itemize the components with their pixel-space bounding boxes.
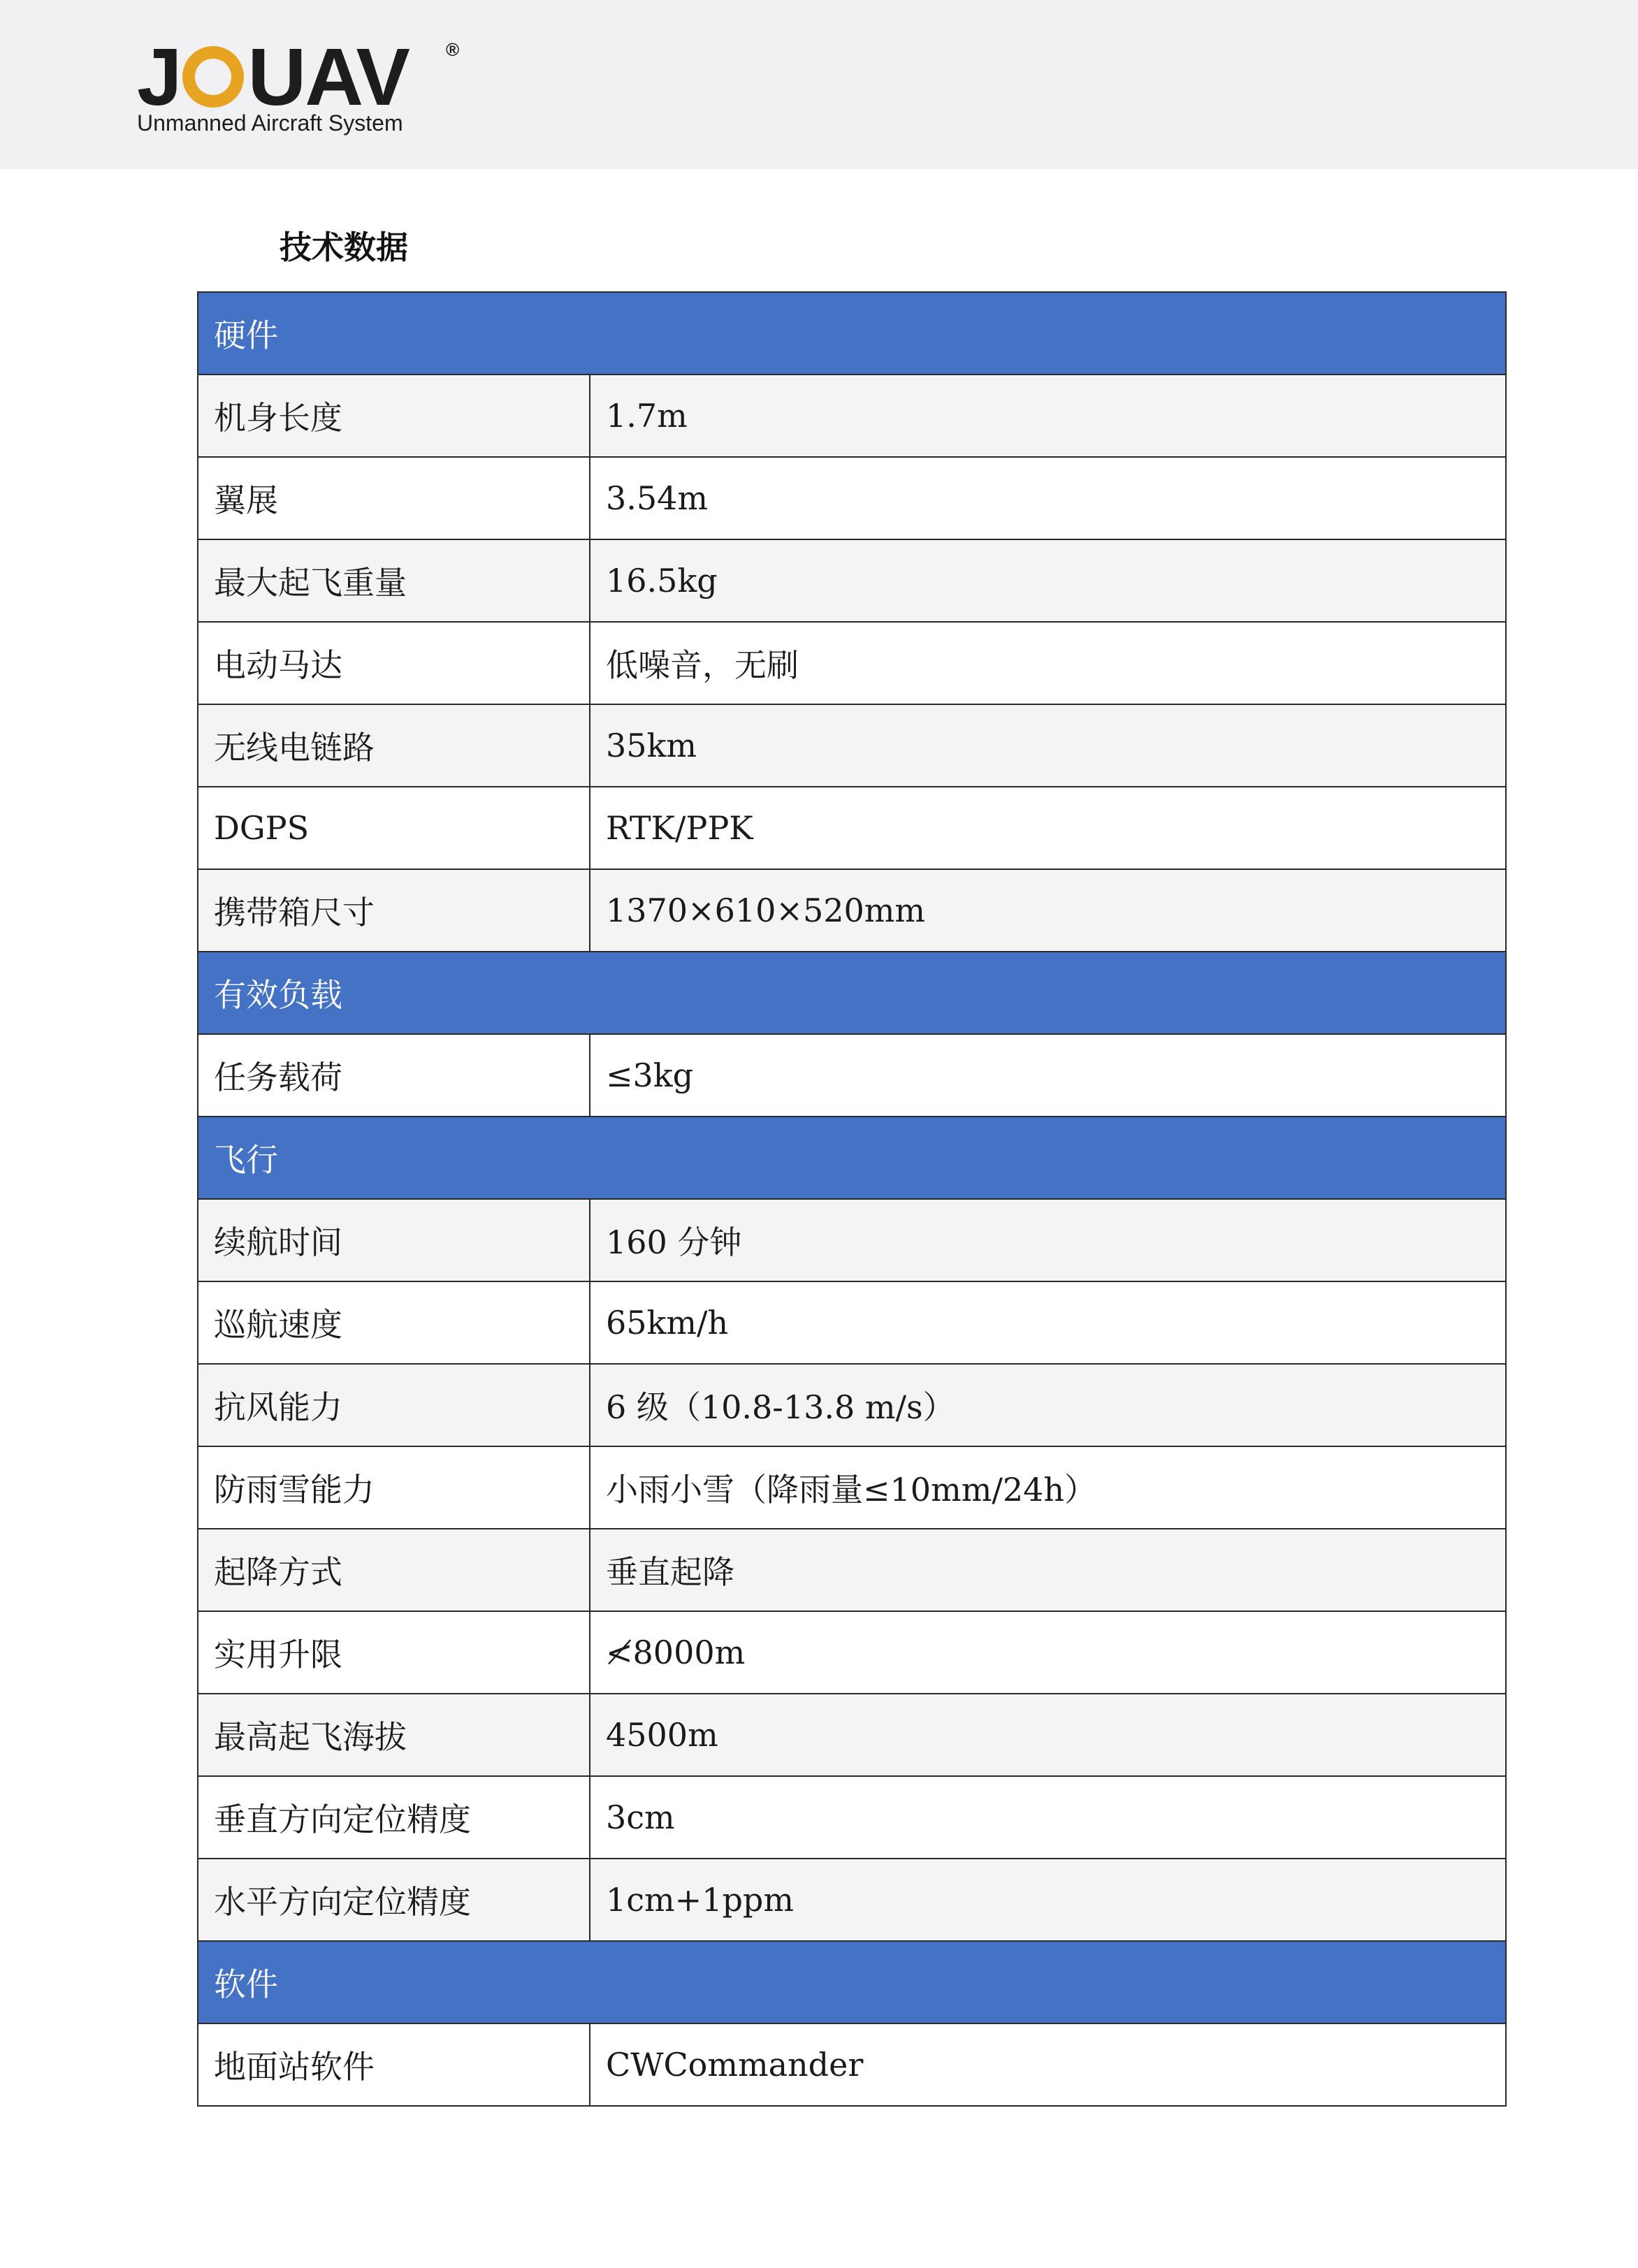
- spec-value: ≮8000m: [590, 1611, 1506, 1694]
- spec-table: [197, 291, 1507, 2107]
- spec-value: 160 分钟: [590, 1199, 1506, 1281]
- logo-wordmark: J UAV: [137, 31, 409, 122]
- spec-value: 垂直起降: [590, 1529, 1506, 1611]
- table-row: [198, 622, 1506, 704]
- table-row: [198, 1281, 1506, 1364]
- table-row: [198, 539, 1506, 622]
- category-row: [198, 1117, 1506, 1199]
- category-header: 有效负载: [198, 952, 1506, 1034]
- spec-value: 16.5kg: [590, 539, 1506, 622]
- table-row: [198, 1199, 1506, 1281]
- spec-label: 垂直方向定位精度: [198, 1776, 590, 1859]
- table-row: [198, 1611, 1506, 1694]
- spec-value: ≤3kg: [590, 1034, 1506, 1117]
- spec-value: 3cm: [590, 1776, 1506, 1859]
- table-row: [198, 787, 1506, 869]
- spec-value: 小雨小雪（降雨量≤10mm/24h）: [590, 1446, 1506, 1529]
- table-row: [198, 1859, 1506, 1941]
- header-band: [0, 0, 1638, 169]
- table-row: [198, 1446, 1506, 1529]
- spec-label: DGPS: [198, 787, 590, 869]
- table-row: [198, 2023, 1506, 2106]
- spec-value: 3.54m: [590, 457, 1506, 539]
- spec-label: 防雨雪能力: [198, 1446, 590, 1529]
- spec-label: 水平方向定位精度: [198, 1859, 590, 1941]
- spec-value: 1cm+1ppm: [590, 1859, 1506, 1941]
- spec-value: RTK/PPK: [590, 787, 1506, 869]
- spec-value: 4500m: [590, 1694, 1506, 1776]
- spec-label: 巡航速度: [198, 1281, 590, 1364]
- spec-label: 最高起飞海拔: [198, 1694, 590, 1776]
- page-title: 技术数据: [280, 228, 408, 266]
- spec-value: 低噪音，无刷: [590, 622, 1506, 704]
- table-row: [198, 457, 1506, 539]
- table-row: [198, 1694, 1506, 1776]
- category-row: [198, 952, 1506, 1034]
- spec-value: 1.7m: [590, 375, 1506, 457]
- table-row: [198, 1364, 1506, 1446]
- spec-label: 携带箱尺寸: [198, 869, 590, 952]
- table-row: [198, 1776, 1506, 1859]
- spec-label: 抗风能力: [198, 1364, 590, 1446]
- table-row: [198, 1529, 1506, 1611]
- spec-label: 续航时间: [198, 1199, 590, 1281]
- table-row: [198, 375, 1506, 457]
- category-header: 软件: [198, 1941, 1506, 2023]
- category-header: 飞行: [198, 1117, 1506, 1199]
- spec-value: 65km/h: [590, 1281, 1506, 1364]
- spec-label: 翼展: [198, 457, 590, 539]
- registered-mark: ®: [446, 39, 460, 60]
- spec-label: 无线电链路: [198, 704, 590, 787]
- category-header: 硬件: [198, 292, 1506, 375]
- spec-value: 1370×610×520mm: [590, 869, 1506, 952]
- brand-logo: [137, 31, 472, 141]
- category-row: [198, 292, 1506, 375]
- logo-tagline: Unmanned Aircraft System: [137, 110, 403, 136]
- logo-ring-icon: [182, 46, 244, 108]
- spec-label: 实用升限: [198, 1611, 590, 1694]
- spec-value: 6 级（10.8-13.8 m/s）: [590, 1364, 1506, 1446]
- table-row: [198, 704, 1506, 787]
- spec-label: 起降方式: [198, 1529, 590, 1611]
- table-row: [198, 869, 1506, 952]
- spec-label: 最大起飞重量: [198, 539, 590, 622]
- table-row: [198, 1034, 1506, 1117]
- spec-label: 电动马达: [198, 622, 590, 704]
- category-row: [198, 1941, 1506, 2023]
- spec-value: CWCommander: [590, 2023, 1506, 2106]
- spec-label: 地面站软件: [198, 2023, 590, 2106]
- spec-value: 35km: [590, 704, 1506, 787]
- spec-label: 机身长度: [198, 375, 590, 457]
- spec-label: 任务载荷: [198, 1034, 590, 1117]
